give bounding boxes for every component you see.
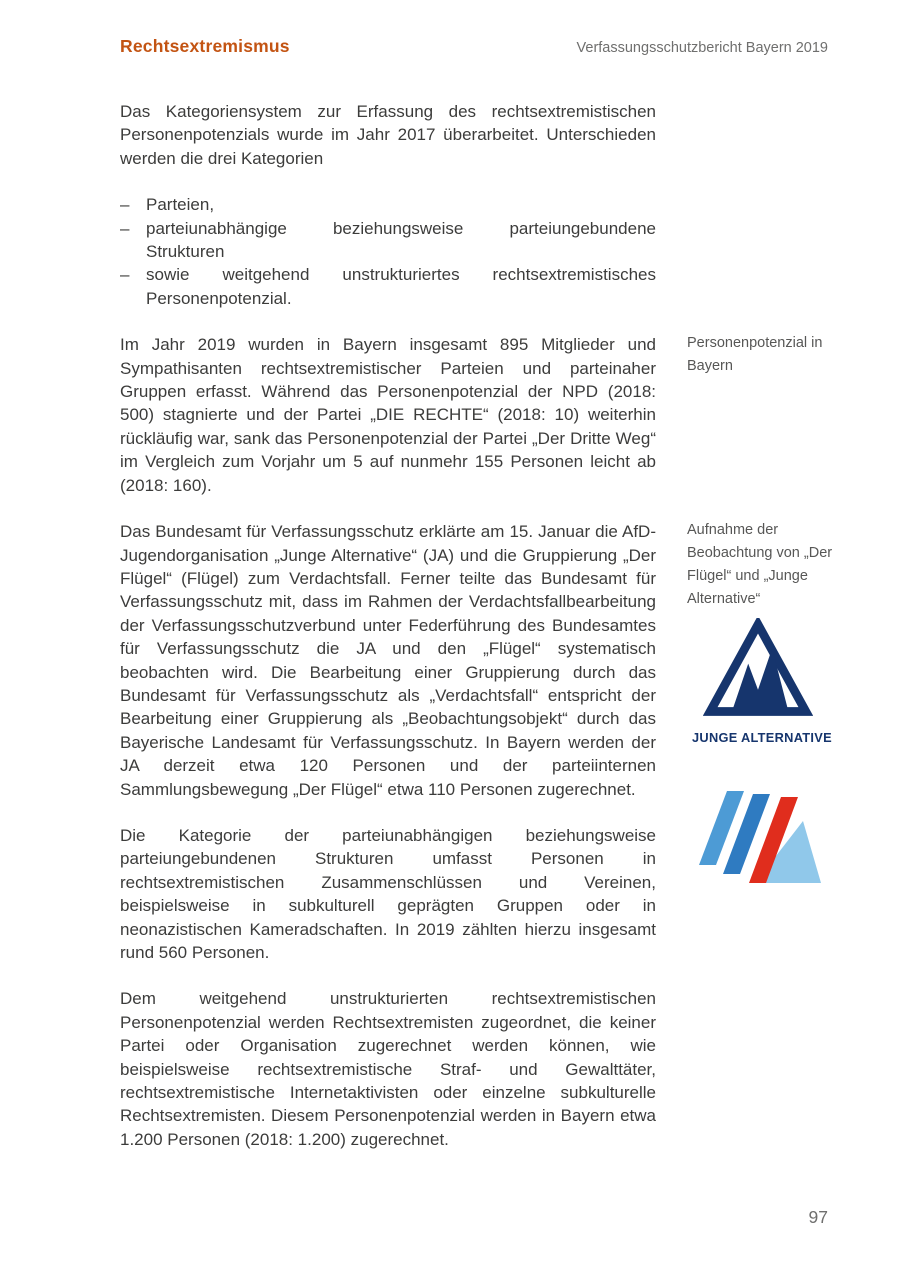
list-item-parteien — [120, 193, 656, 216]
margin-note-personenpotenzial: Personenpotenzial in Bayern — [687, 335, 823, 374]
report-title: Verfassungsschutzbericht Bayern 2019 — [576, 40, 828, 56]
der-fluegel-wing-icon — [697, 779, 825, 885]
der-fluegel-logo — [697, 779, 825, 890]
junge-alternative-logo — [692, 618, 832, 745]
list-item-personenpotenzial — [120, 263, 656, 310]
paragraph-parteiunabhaengige-strukturen: Die Kategorie der parteiunabhängigen beziehungsweise parteiungebundenen Strukturen umfasst Personen in rechtsextremistischen Zusammenschlüssen und Vereinen, beispielsweise in subkulturell geprägten Gruppen oder in neonazistischen Kameradschaften. In 2019 zählten hierzu insgesamt rund 560 Personen. — [120, 825, 656, 962]
junge-alternative-triangle-icon — [703, 618, 813, 718]
junge-alternative-logo-label: JUNGE ALTERNATIVE — [692, 730, 832, 745]
main-text-column — [120, 100, 656, 1174]
margin-note-beobachtung: Aufnahme der Beobachtung von „Der Flügel“ und „Junge Alternative“ — [687, 522, 833, 607]
page-header — [120, 36, 828, 57]
paragraph-bundesamt-verdachtsfall: Das Bundesamt für Verfassungsschutz erklärte am 15. Januar die AfD-Jugendorganisation „Junge Alternative“ (JA) und die Gruppierung „Der Flügel“ (Flügel) zum Verdachtsfall. Ferner teilte das Bundesamt für Verfassungsschutz mit, dass im Rahmen der Verdachtsfallbearbeitung der Verfassungsschutzverbund unter Federführung des Bundesamtes für Verfassungsschutz die JA und den „Flügel“ systematisch beobachten wird. Die Bearbeitung einer Gruppierung durch das Bundesamt für Verfassungsschutz als „Verdachtsfall“ entspricht der Bearbeitung einer Gruppierung als „Beobachtungsobjekt“ durch das Bayerische Landesamt für Verfassungsschutz. In Bayern werden der JA derzeit etwa 120 Personen und der parteiinternen Sammlungsbewegung „Der Flügel“ etwa 110 Personen zugerechnet. — [120, 522, 656, 799]
section-title: Rechtsextremismus — [120, 36, 290, 56]
page-number: 97 — [808, 1207, 828, 1227]
dash-marker: – — [120, 218, 130, 238]
paragraph-unstrukturiertes-potenzial: Dem weitgehend unstrukturierten rechtsextremistischen Personenpotenzial werden Rechtsextremisten zugeordnet, die keiner Partei oder Organisation zugerechnet werden können, wie beispielsweise rechtsextremistische Straf- und Gewalttäter, rechtsextremistische Internetaktivisten oder einzelne subkulturelle Rechtsextremisten. Diesem Personenpotenzial werden in Bayern etwa 1.200 Personen (2018: 1.200) zugerechnet. — [120, 989, 656, 1149]
paragraph-personenpotenzial-2019: Im Jahr 2019 wurden in Bayern insgesamt 895 Mitglieder und Sympathisanten rechtsextremistischer Parteien und parteinaher Gruppen erfasst. Während das Personenpotenzial der NPD (2018: 500) stagnierte und der Partei „DIE RECHTE“ (2018: 10) weiterhin rückläufig war, sank das Personenpotenzial der Partei „Der Dritte Weg“ im Vergleich zum Vorjahr um 5 auf nunmehr 155 Personen leicht ab (2018: 160). — [120, 335, 656, 495]
list-item-text: parteiunabhängige beziehungsweise parteiungebundene Strukturen — [146, 218, 656, 262]
list-item-strukturen — [120, 217, 656, 264]
category-list — [120, 193, 656, 310]
dash-marker: – — [120, 265, 130, 285]
dash-marker: – — [120, 195, 130, 215]
paragraph-category-system: Das Kategoriensystem zur Erfassung des rechtsextremistischen Personenpotenzials wurde im Jahr 2017 überarbeitet. Unterschieden werden die drei Kategorien — [120, 102, 656, 168]
list-item-text: sowie weitgehend unstrukturiertes rechtsextremistisches Personenpotenzial. — [146, 265, 656, 308]
list-item-text: Parteien, — [146, 195, 215, 215]
